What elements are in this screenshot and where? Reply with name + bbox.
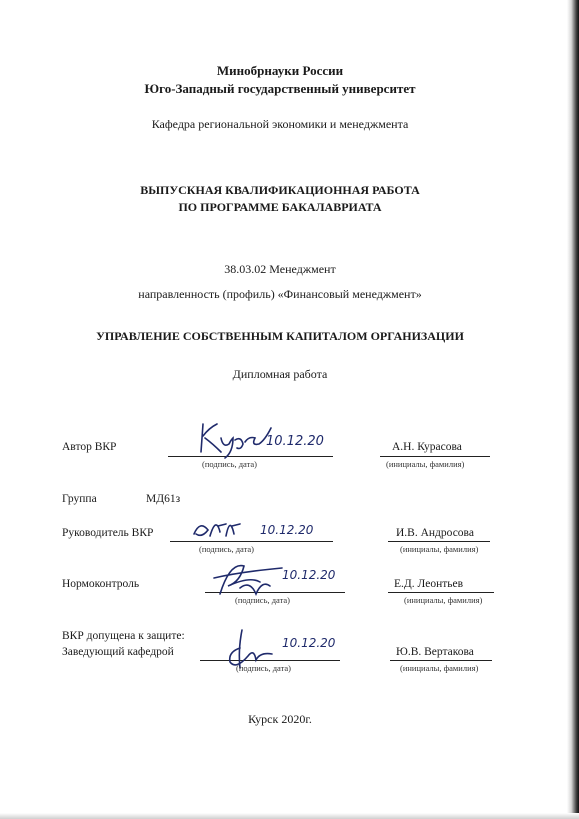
thesis-type: Дипломная работа bbox=[232, 367, 328, 381]
supervisor-signature bbox=[190, 512, 250, 546]
normcontrol-date: 10.12.20 bbox=[282, 568, 336, 582]
work-type-line1: ВЫПУСКНАЯ КВАЛИФИКАЦИОННАЯ РАБОТА bbox=[140, 183, 420, 197]
admission-date: 10.12.20 bbox=[282, 636, 336, 650]
author-date: 10.12.20 bbox=[266, 434, 324, 449]
supervisor-name: И.В. Андросова bbox=[396, 527, 474, 539]
normcontrol-signature bbox=[210, 558, 285, 600]
scan-edge-bottom bbox=[0, 813, 579, 819]
author-sig-caption: (подпись, дата) bbox=[202, 459, 258, 469]
ministry-heading: Минобрнауки России bbox=[216, 63, 344, 78]
author-name-line bbox=[380, 456, 490, 457]
admission-label: ВКР допущена к защите: bbox=[62, 630, 185, 642]
normcontrol-name-caption: (инициалы, фамилия) bbox=[404, 595, 483, 605]
normcontrol-sig-caption: (подпись, дата) bbox=[235, 595, 291, 605]
supervisor-label: Руководитель ВКР bbox=[62, 527, 154, 539]
department-head-label: Заведующий кафедрой bbox=[62, 646, 174, 658]
supervisor-name-caption: (инициалы, фамилия) bbox=[400, 544, 479, 554]
supervisor-date: 10.12.20 bbox=[260, 523, 314, 537]
scan-edge bbox=[567, 0, 579, 819]
program-profile: направленность (профиль) «Финансовый менеджмент» bbox=[138, 287, 422, 301]
department-name: Кафедра региональной экономики и менеджмента bbox=[151, 117, 409, 131]
group-label: Группа bbox=[62, 493, 97, 505]
program-code: 38.03.02 Менеджмент bbox=[224, 262, 336, 276]
author-name: А.Н. Курасова bbox=[392, 441, 462, 453]
normcontrol-name-line bbox=[388, 592, 494, 593]
group-value: МД61з bbox=[146, 493, 181, 505]
supervisor-name-line bbox=[388, 541, 490, 542]
author-label: Автор ВКР bbox=[62, 441, 117, 453]
admission-name-line bbox=[390, 660, 492, 661]
work-type-line2: ПО ПРОГРАММЕ БАКАЛАВРИАТА bbox=[178, 200, 382, 214]
supervisor-sig-caption: (подпись, дата) bbox=[199, 544, 255, 554]
university-heading: Юго-Западный государственный университет bbox=[144, 81, 416, 96]
department-head-name: Ю.В. Вертакова bbox=[396, 646, 474, 658]
thesis-topic: УПРАВЛЕНИЕ СОБСТВЕННЫМ КАПИТАЛОМ ОРГАНИЗАЦИИ bbox=[96, 329, 464, 343]
author-name-caption: (инициалы, фамилия) bbox=[386, 459, 465, 469]
admission-name-caption: (инициалы, фамилия) bbox=[400, 663, 479, 673]
admission-sig-caption: (подпись, дата) bbox=[236, 663, 292, 673]
normcontrol-label: Нормоконтроль bbox=[62, 578, 140, 590]
city-year: Курск 2020г. bbox=[248, 712, 312, 726]
normcontrol-name: Е.Д. Леонтьев bbox=[394, 578, 464, 590]
author-signature bbox=[195, 418, 275, 460]
